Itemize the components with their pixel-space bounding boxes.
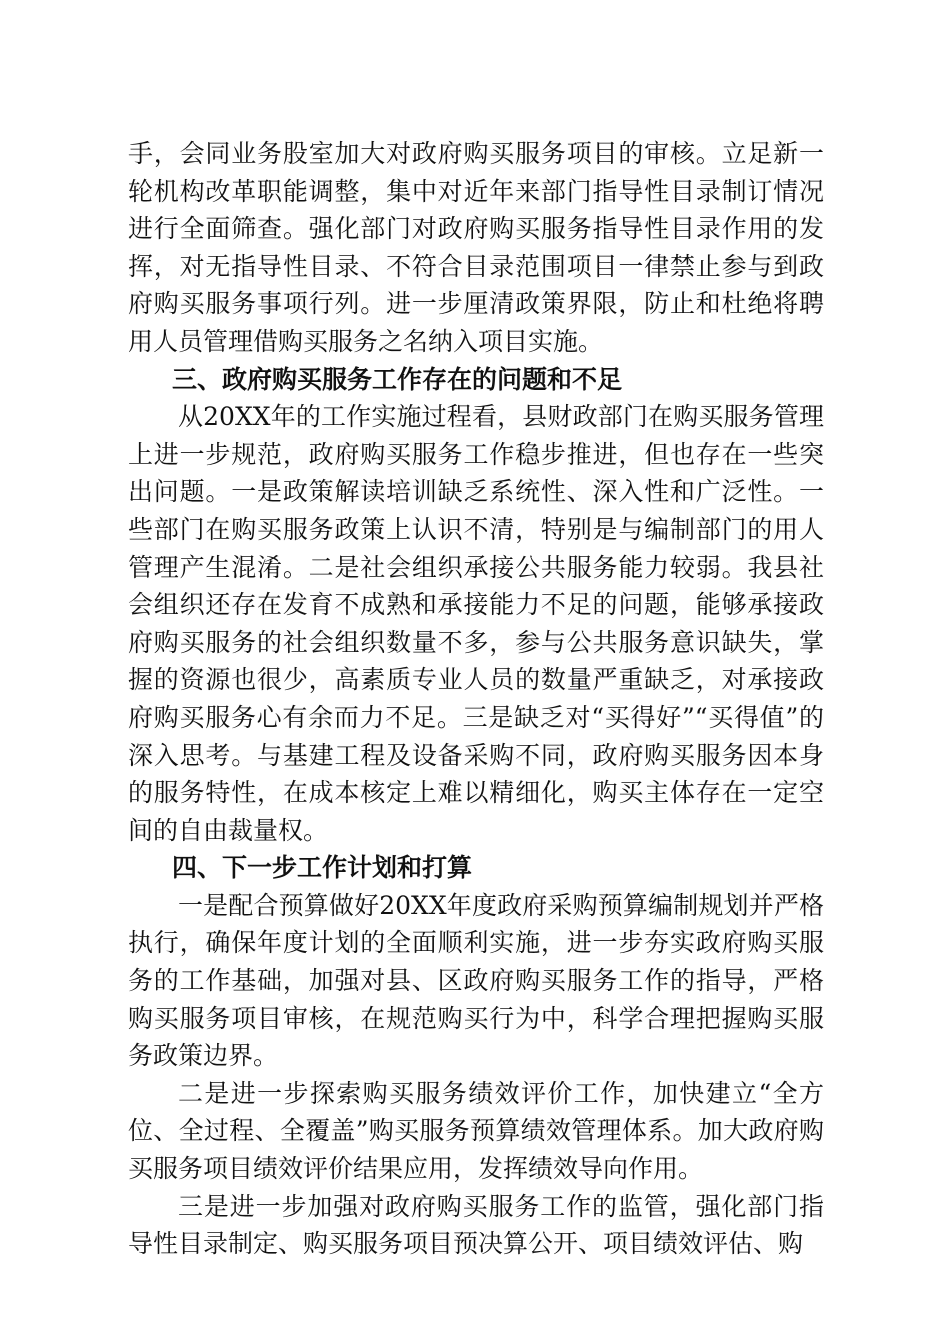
- section-4-paragraph-3: 三是进一步加强对政府购买服务工作的监管，强化部门指导性目录制定、购买服务项目预决算公开、项目绩效评估、购: [128, 1191, 824, 1259]
- document-body: [128, 135, 824, 1263]
- section-3-heading: 三、政府购买服务工作存在的问题和不足: [172, 364, 623, 394]
- continued-paragraph: 手，会同业务股室加大对政府购买服务项目的审核。立足新一轮机构改革职能调整，集中对近年来部门指导性目录制订情况进行全面筛查。强化部门对政府购买服务指导性目录作用的发挥，对无指导性目录、不符合目录范围项目一律禁止参与到政府购买服务事项行列。进一步厘清政策界限，防止和杜绝将聘用人员管理借购买服务之名纳入项目实施。: [128, 139, 824, 356]
- section-4-paragraph-2: 二是进一步探索购买服务绩效评价工作，加快建立“全方位、全过程、全覆盖”购买服务预算绩效管理体系。加大政府购买服务项目绩效评价结果应用，发挥绩效导向作用。: [128, 1078, 824, 1184]
- section-3-paragraph: 从20XX年的工作实施过程看，县财政部门在购买服务管理上进一步规范，政府购买服务工作稳步推进，但也存在一些突出问题。一是政策解读培训缺乏系统性、深入性和广泛性。一些部门在购买服务政策上认识不清，特别是与编制部门的用人管理产生混淆。二是社会组织承接公共服务能力较弱。我县社会组织还存在发育不成熟和承接能力不足的问题，能够承接政府购买服务的社会组织数量不多，参与公共服务意识缺失，掌握的资源也很少，高素质专业人员的数量严重缺乏，对承接政府购买服务心有余而力不足。三是缺乏对“买得好”“买得值”的深入思考。与基建工程及设备采购不同，政府购买服务因本身的服务特性，在成本核定上难以精细化，购买主体存在一定空间的自由裁量权。: [128, 402, 824, 845]
- section-4-heading: 四、下一步工作计划和打算: [172, 853, 473, 883]
- section-4-paragraph-1: 一是配合预算做好20XX年度政府采购预算编制规划并严格执行，确保年度计划的全面顺利实施，进一步夯实政府购买服务的工作基础，加强对县、区政府购买服务工作的指导，严格购买服务项目审核，在规范购买行为中，科学合理把握购买服务政策边界。: [128, 890, 824, 1071]
